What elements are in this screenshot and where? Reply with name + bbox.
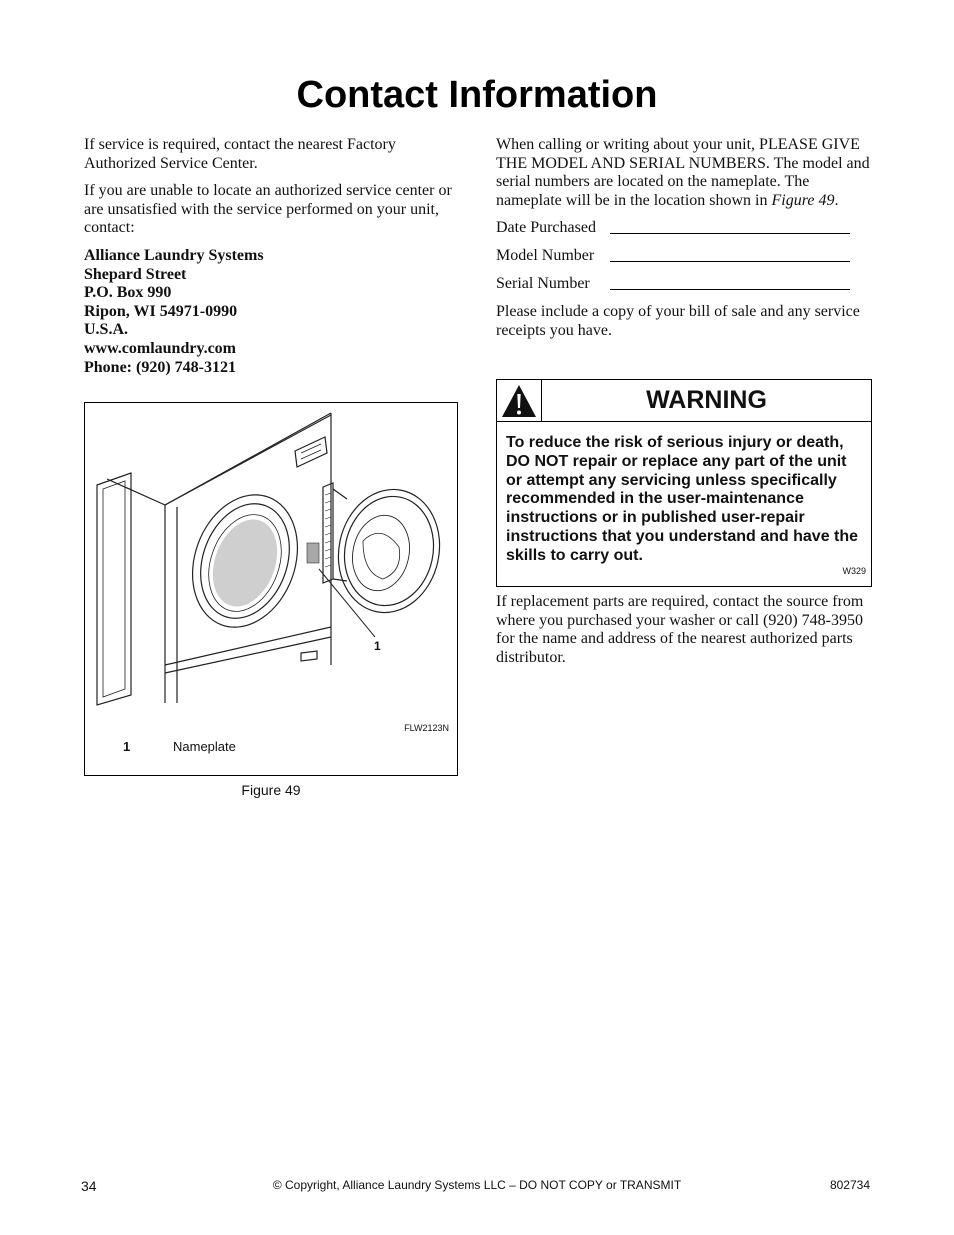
- figure-caption: Figure 49: [241, 782, 301, 798]
- address-country: U.S.A.: [84, 321, 129, 339]
- footer-copyright: © Copyright, Alliance Laundry Systems LLC – DO NOT COPY or TRANSMIT: [272, 1178, 682, 1192]
- serial-number-label: Serial Number: [496, 275, 590, 293]
- figure-callout: 1: [374, 639, 381, 653]
- model-number-label: Model Number: [496, 247, 595, 265]
- right-column: [496, 136, 874, 350]
- service-paragraph: If service is required, contact the nearest Factory Authorized Service Center.: [84, 136, 396, 172]
- serial-number-row: [496, 275, 874, 294]
- model-number-blank[interactable]: [610, 247, 850, 262]
- figure-box: [84, 402, 458, 776]
- nameplate-marker: [307, 543, 319, 563]
- warning-header: [497, 380, 871, 422]
- warning-triangle-icon: [501, 384, 537, 418]
- side-panel: [97, 473, 131, 705]
- date-purchased-row: [496, 219, 874, 238]
- date-purchased-blank[interactable]: [610, 219, 850, 234]
- serial-number-blank[interactable]: [610, 275, 850, 290]
- address-phone: Phone: (920) 748-3121: [84, 358, 236, 376]
- figure-reference: Figure 49: [771, 191, 835, 209]
- model-serial-paragraph: When calling or writing about your unit, PLEASE GIVE THE MODEL AND SERIAL NUMBERS. The model and serial numbers are located on the nameplate. The nameplate will be in the location shown in Figure 49.: [496, 136, 870, 209]
- warning-box: [496, 379, 872, 587]
- replacement-parts-block: [496, 593, 874, 676]
- left-column: [84, 136, 460, 377]
- document-number: 802734: [829, 1178, 870, 1192]
- warning-code: W329: [842, 566, 866, 576]
- bill-of-sale-paragraph: Please include a copy of your bill of sale and any service receipts you have.: [496, 303, 860, 339]
- address-website: www.comlaundry.com: [84, 339, 236, 357]
- warning-title: WARNING: [646, 386, 767, 414]
- machine-top: [107, 413, 331, 505]
- address-company: Alliance Laundry Systems: [84, 246, 264, 264]
- legend-number: 1: [123, 739, 131, 754]
- control-panel: [295, 437, 327, 467]
- page-title: Contact Information: [296, 74, 658, 116]
- address-street: Shepard Street: [84, 265, 187, 283]
- model-number-row: [496, 247, 874, 266]
- address-city: Ripon, WI 54971-0990: [84, 302, 238, 320]
- replacement-parts-paragraph: If replacement parts are required, contact the source from where you purchased your washer or call (920) 748-3950 for the name and address of the nearest authorized parts distributor.: [496, 593, 864, 666]
- contact-paragraph: If you are unable to locate an authorized service center or are unsatisfied with the service performed on your unit, contact:: [84, 182, 452, 237]
- washer-illustration: [85, 403, 457, 775]
- page-number: 34: [81, 1178, 97, 1194]
- figure-legend: [123, 739, 236, 754]
- figure-code: FLW2123N: [404, 723, 449, 733]
- legend-label: Nameplate: [173, 739, 236, 754]
- date-purchased-label: Date Purchased: [496, 219, 596, 237]
- warning-text: To reduce the risk of serious injury or death, DO NOT repair or replace any part of the unit or attempt any servicing unless specifically recommended in the user-maintenance instructions or in published user-repair instructions that you understand and have the skills to carry out.: [506, 434, 859, 564]
- address-block: [84, 247, 460, 377]
- address-po-box: P.O. Box 990: [84, 284, 172, 302]
